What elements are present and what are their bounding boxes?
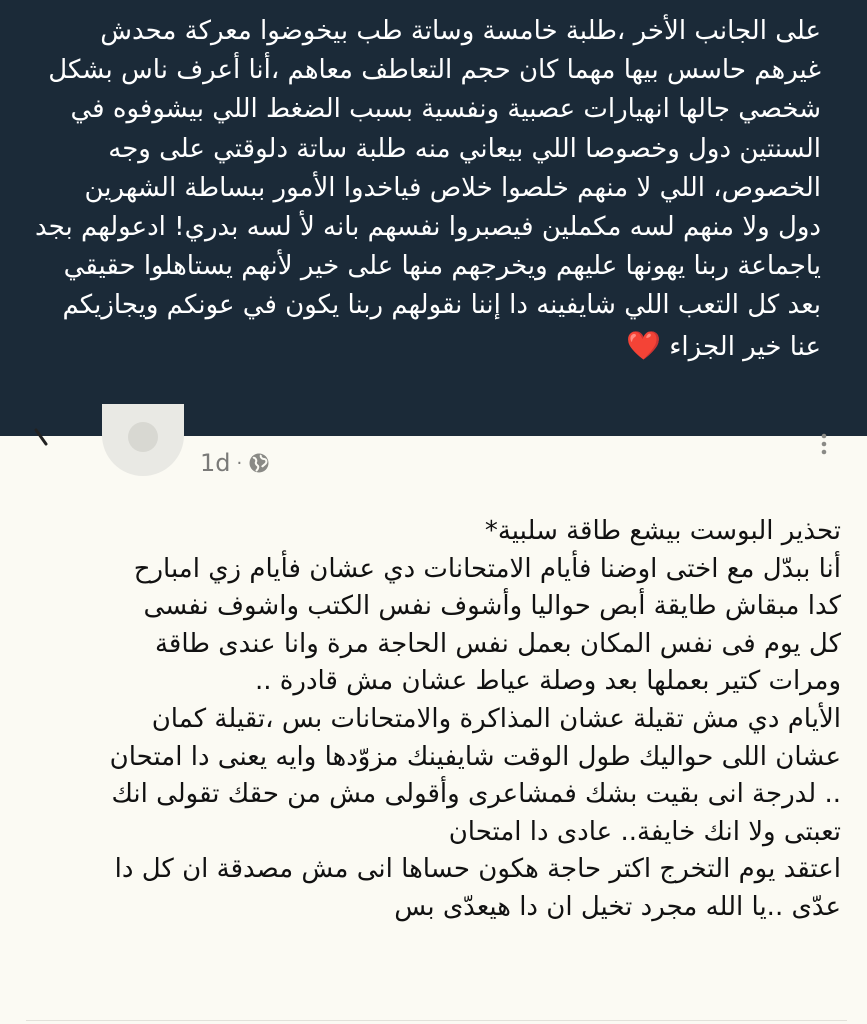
post-line-9 [48,326,821,367]
comment-line-9: تعبتى ولا انك خايفة.. عادى دا امتحان [448,816,841,847]
comment-line-7: عشان اللى حواليك طول الوقت شايفينك مزوّدها وايه يعنى دا امتحان [109,741,841,772]
post-line-7: ياجماعة ربنا يهونها عليهم ويخرجهم منها على خير لأنهم يستاهلوا حقيقي [63,251,821,282]
meta-separator: · [236,452,243,474]
comment-line-5: ومرات كتير بعملها بعد وصلة عياط عشان مش قادرة .. [254,666,841,697]
post-line-1: على الجانب الأخر ،طلبة خامسة وساتة طب بيخوضوا معركة محدش [100,16,821,46]
post-line-9-text: عنا خير الجزاء [669,331,821,362]
comment-line-3: كدا مبقاش طايقة أبص حواليا وأشوف نفس الكتب واشوف نفسى [143,591,841,622]
back-arrow-icon[interactable] [34,428,48,448]
post-line-6: دول ولا منهم لسه مكملين فيصبروا نفسهم بانه لأ لسه بدري! ادعولهم بجد [35,212,821,243]
post-line-2: غيرهم حاسس بيها مهما كان حجم التعاطف معاهم ،أنا أعرف ناس بشكل [48,55,821,86]
more-vertical-icon[interactable] [814,430,834,460]
comment-line-6: الأيام دي مش تقيلة عشان المذاكرة والامتحانات بس ،تقيلة كمان [151,703,841,734]
heart-emoji-icon: ❤️ [626,328,661,362]
avatar-placeholder-icon [128,422,158,452]
divider [26,1020,847,1021]
post-line-3: شخصي جالها انهيارات عصبية ونفسية بسبب الضغط اللي بيشوفوه في [70,94,821,125]
post-line-5: الخصوص، اللي لا منهم خلصوا خلاص فياخدوا الأمور ببساطة الشهرين [84,172,821,203]
post-line-8: بعد كل التعب اللي شايفينه دا إننا نقولهم ربنا يكون في عونكم ويجازيكم [62,290,821,321]
more-dots-svg [814,430,834,460]
comment-meta [200,446,270,480]
comment-line-10: اعتقد يوم التخرج اكتر حاجة هكون حساها انى مش مصدقة ان كل دا [114,854,841,885]
post-line-4: السنتين دول وخصوصا اللي بيعاني منه طلبة ساتة دلوقتي على وجه [108,133,821,164]
comment-body [0,513,867,927]
comment-time[interactable]: 1d [200,449,231,477]
comment-line-8: .. لدرجة انى بقيت بشك فمشاعرى وأقولى مش من حقك تقولى انك [111,779,841,810]
comment-line-11: عدّى ..يا الله مجرد تخيل ان دا هيعدّى بس [394,891,841,922]
comment-line-2: أنا ببدّل مع اختى اوضنا فأيام الامتحانات دي عشان فأيام زي امبارح [133,553,841,584]
globe-icon [248,452,270,474]
comment-line-1: تحذير البوست بيشع طاقة سلبية* [484,516,841,546]
shared-post-text [0,0,867,436]
comment-line-4: كل يوم فى نفس المكان بعمل نفس الحاجة مرة وانا عندى طاقة [154,628,841,659]
